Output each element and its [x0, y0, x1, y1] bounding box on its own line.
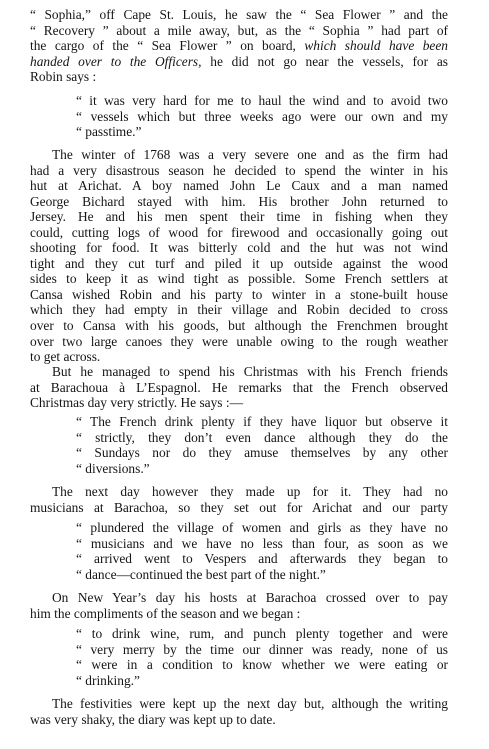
quote-line: “ musicians and we have no less than four, as soon as we	[76, 535, 448, 551]
block-quote-2	[76, 414, 448, 476]
text-line: which they had empty in their village and Robin decided to cross	[30, 302, 448, 318]
text-line: The winter of 1768 was a very severe one and as the firm had	[52, 147, 448, 162]
quote-line: “ dance—continued the best part of the night.”	[76, 566, 326, 582]
text-line: “ Recovery ” about a mile away, but, as the “ Sophia ” had part of	[30, 22, 448, 38]
paragraph-1	[30, 7, 448, 85]
text-line: On New Year’s day his hosts at Barachoa crossed over to pay	[52, 590, 448, 605]
text-line: The festivities were kept up the next day but, although the writing	[52, 696, 448, 711]
text-line: The next day however they made up for it. They had no	[52, 484, 448, 499]
text-line: tight and they cut turf and piled it up outside against the wood	[30, 255, 448, 271]
italic-phrase: which should have been	[304, 38, 448, 54]
text-line: hut at Arichat. A boy named John Le Caux and a man named	[30, 178, 448, 194]
quote-line: “ to drink wine, rum, and punch plenty together and were	[76, 626, 448, 641]
paragraph-3	[30, 364, 448, 411]
quote-line: “ it was very hard for me to haul the wind and to avoid two	[76, 93, 448, 108]
text-line: him the compliments of the season and we began :	[30, 605, 301, 621]
text-line	[30, 38, 448, 54]
text-line: sides to keep it as wind tight as possible. Some French settlers at	[30, 271, 448, 287]
text-segment: he did not go near the vessels, for as	[201, 53, 448, 69]
text-line: Cansa wished Robin and his party to winter in a stone-built house	[30, 286, 448, 302]
text-line	[30, 54, 448, 70]
paragraph-4	[30, 484, 448, 515]
text-line: musicians at Barachoa, so they set out for Arichat and our party	[30, 499, 448, 515]
text-line: had a very disastrous season he decided to spend the winter in his	[30, 162, 448, 178]
quote-line: “ very merry by the time our dinner was ready, none of us	[76, 641, 448, 657]
text-line: George Bichard stayed with him. His brother John returned to	[30, 193, 448, 209]
text-line: over two large canoes they were unable owing to the rough weather	[30, 333, 448, 349]
quote-line: “ were in a condition to know whether we were eating or	[76, 657, 448, 673]
text-line: Jersey. He and his men spent their time in fishing when they	[30, 209, 448, 225]
text-line: at Barachoua à L’Espagnol. He remarks that the French observed	[30, 379, 448, 395]
block-quote-3	[76, 520, 448, 582]
text-line: But he managed to spend his Christmas with his French friends	[52, 364, 448, 379]
text-line: “ Sophia,” off Cape St. Louis, he saw the “ Sea Flower ” and the	[30, 7, 448, 22]
text-line: was very shaky, the diary was kept up to date.	[30, 711, 276, 727]
quote-line: “ vessels which but three weeks ago were our own and my	[76, 108, 448, 124]
text-line: to get across.	[30, 349, 101, 365]
quote-line: “ passtime.”	[76, 124, 142, 140]
paragraph-2	[30, 147, 448, 365]
quote-line: “ Sundays nor do they amuse themselves by any other	[76, 445, 448, 461]
quote-line: “ arrived went to Vespers and afterwards they began to	[76, 551, 448, 567]
block-quote-1	[76, 93, 448, 140]
quote-line: “ The French drink plenty if they have liquor but observe it	[76, 414, 448, 429]
quote-line: “ plundered the village of women and girls as they have no	[76, 520, 448, 535]
italic-phrase: handed over to the Officers,	[30, 53, 202, 69]
paragraph-6	[30, 696, 448, 727]
text-segment: the cargo of the “ Sea Flower ” on board,	[30, 38, 305, 54]
block-quote-4	[76, 626, 448, 688]
text-line: Robin says :	[30, 69, 97, 85]
paragraph-5	[30, 590, 448, 621]
quote-line: “ diversions.”	[76, 460, 150, 476]
quote-line: “ strictly, they don’t even dance although they do the	[76, 429, 448, 445]
text-line: over to Cansa with his goods, but although the Frenchmen brought	[30, 318, 448, 334]
text-line: Christmas day very strictly. He says :—	[30, 395, 243, 411]
text-line: could, cutting logs of wood for firewood and occasionally going out	[30, 224, 448, 240]
text-line: shooting for food. It was bitterly cold and the hut was not wind	[30, 240, 448, 256]
quote-line: “ drinking.”	[76, 672, 140, 688]
